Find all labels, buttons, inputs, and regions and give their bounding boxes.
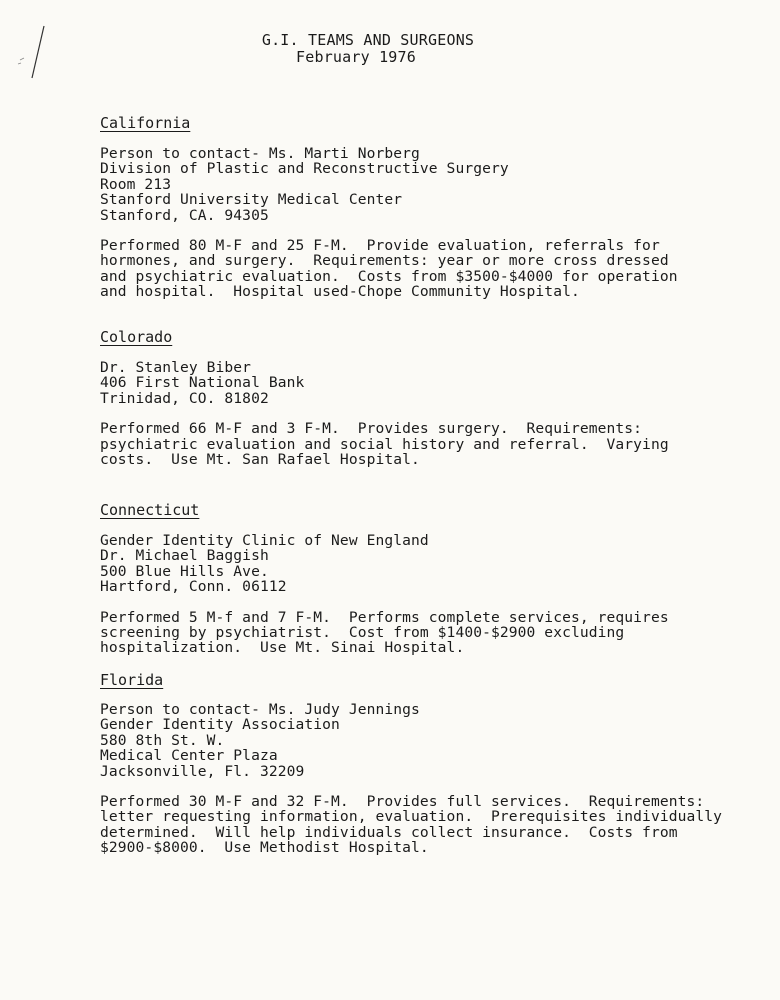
document-date: February 1976: [296, 48, 416, 66]
description-line: letter requesting information, evaluation. Prerequisites individually: [100, 808, 723, 826]
description: [100, 238, 740, 300]
section-heading: California: [100, 114, 191, 132]
description: [100, 610, 740, 656]
address-line: 406 First National Bank: [100, 374, 305, 392]
section-florida: [100, 672, 740, 856]
description-line: and hospital. Hospital used-Chope Community Hospital.: [100, 283, 580, 301]
address-line: Trinidad, CO. 81802: [100, 389, 269, 407]
address-line: Person to contact- Ms. Judy Jennings: [100, 701, 420, 718]
address-line: Dr. Stanley Biber: [100, 359, 252, 376]
description: [100, 421, 740, 467]
address-line: Room 213: [100, 175, 172, 193]
description-line: and psychiatric evaluation. Costs from $3500-$4000 for operation: [100, 267, 678, 285]
address-line: Stanford University Medical Center: [100, 191, 403, 209]
address-line: 580 8th St. W.: [100, 731, 225, 749]
description: [100, 794, 740, 856]
section-heading: Colorado: [100, 328, 173, 346]
description-line: costs. Use Mt. San Rafael Hospital.: [100, 451, 420, 469]
address-line: 500 Blue Hills Ave.: [100, 562, 269, 580]
description-line: screening by psychiatrist. Cost from $1400-$2900 excluding: [100, 624, 625, 642]
contact-address: [100, 702, 740, 779]
contact-address: [100, 360, 740, 406]
address-line: Division of Plastic and Reconstructive Surgery: [100, 160, 509, 178]
address-line: Stanford, CA. 94305: [100, 206, 269, 224]
description-line: Performed 5 M-f and 7 F-M. Performs complete services, requires: [100, 608, 669, 626]
description-line: $2900-$8000. Use Methodist Hospital.: [100, 839, 429, 857]
address-line: Jacksonville, Fl. 32209: [100, 762, 305, 780]
address-line: Gender Identity Clinic of New England: [100, 532, 429, 549]
section-california: [100, 115, 740, 300]
description-line: hormones, and surgery. Requirements: year or more cross dressed: [100, 252, 669, 270]
document-title: G.I. TEAMS AND SURGEONS: [261, 31, 475, 49]
contact-address: [100, 146, 740, 223]
description-line: Performed 66 M-F and 3 F-M. Provides surgery. Requirements:: [100, 420, 643, 438]
description-line: psychiatric evaluation and social history and referral. Varying: [100, 435, 669, 453]
address-line: Medical Center Plaza: [100, 747, 278, 765]
address-line: Person to contact- Ms. Marti Norberg: [100, 145, 420, 162]
section-heading: Florida: [100, 671, 164, 689]
section-heading: Connecticut: [100, 501, 200, 519]
address-line: Gender Identity Association: [100, 716, 340, 734]
description-line: hospitalization. Use Mt. Sinai Hospital.: [100, 639, 465, 657]
description-line: Performed 80 M-F and 25 F-M. Provide evaluation, referrals for: [100, 237, 660, 255]
description-line: determined. Will help individuals collect insurance. Costs from: [100, 823, 678, 841]
description-line: Performed 30 M-F and 32 F-M. Provides full services. Requirements:: [100, 793, 705, 811]
section-colorado: [100, 329, 740, 467]
address-line: Hartford, Conn. 06112: [100, 578, 287, 596]
address-line: Dr. Michael Baggish: [100, 547, 269, 565]
section-connecticut: [100, 502, 740, 656]
contact-address: [100, 533, 740, 595]
